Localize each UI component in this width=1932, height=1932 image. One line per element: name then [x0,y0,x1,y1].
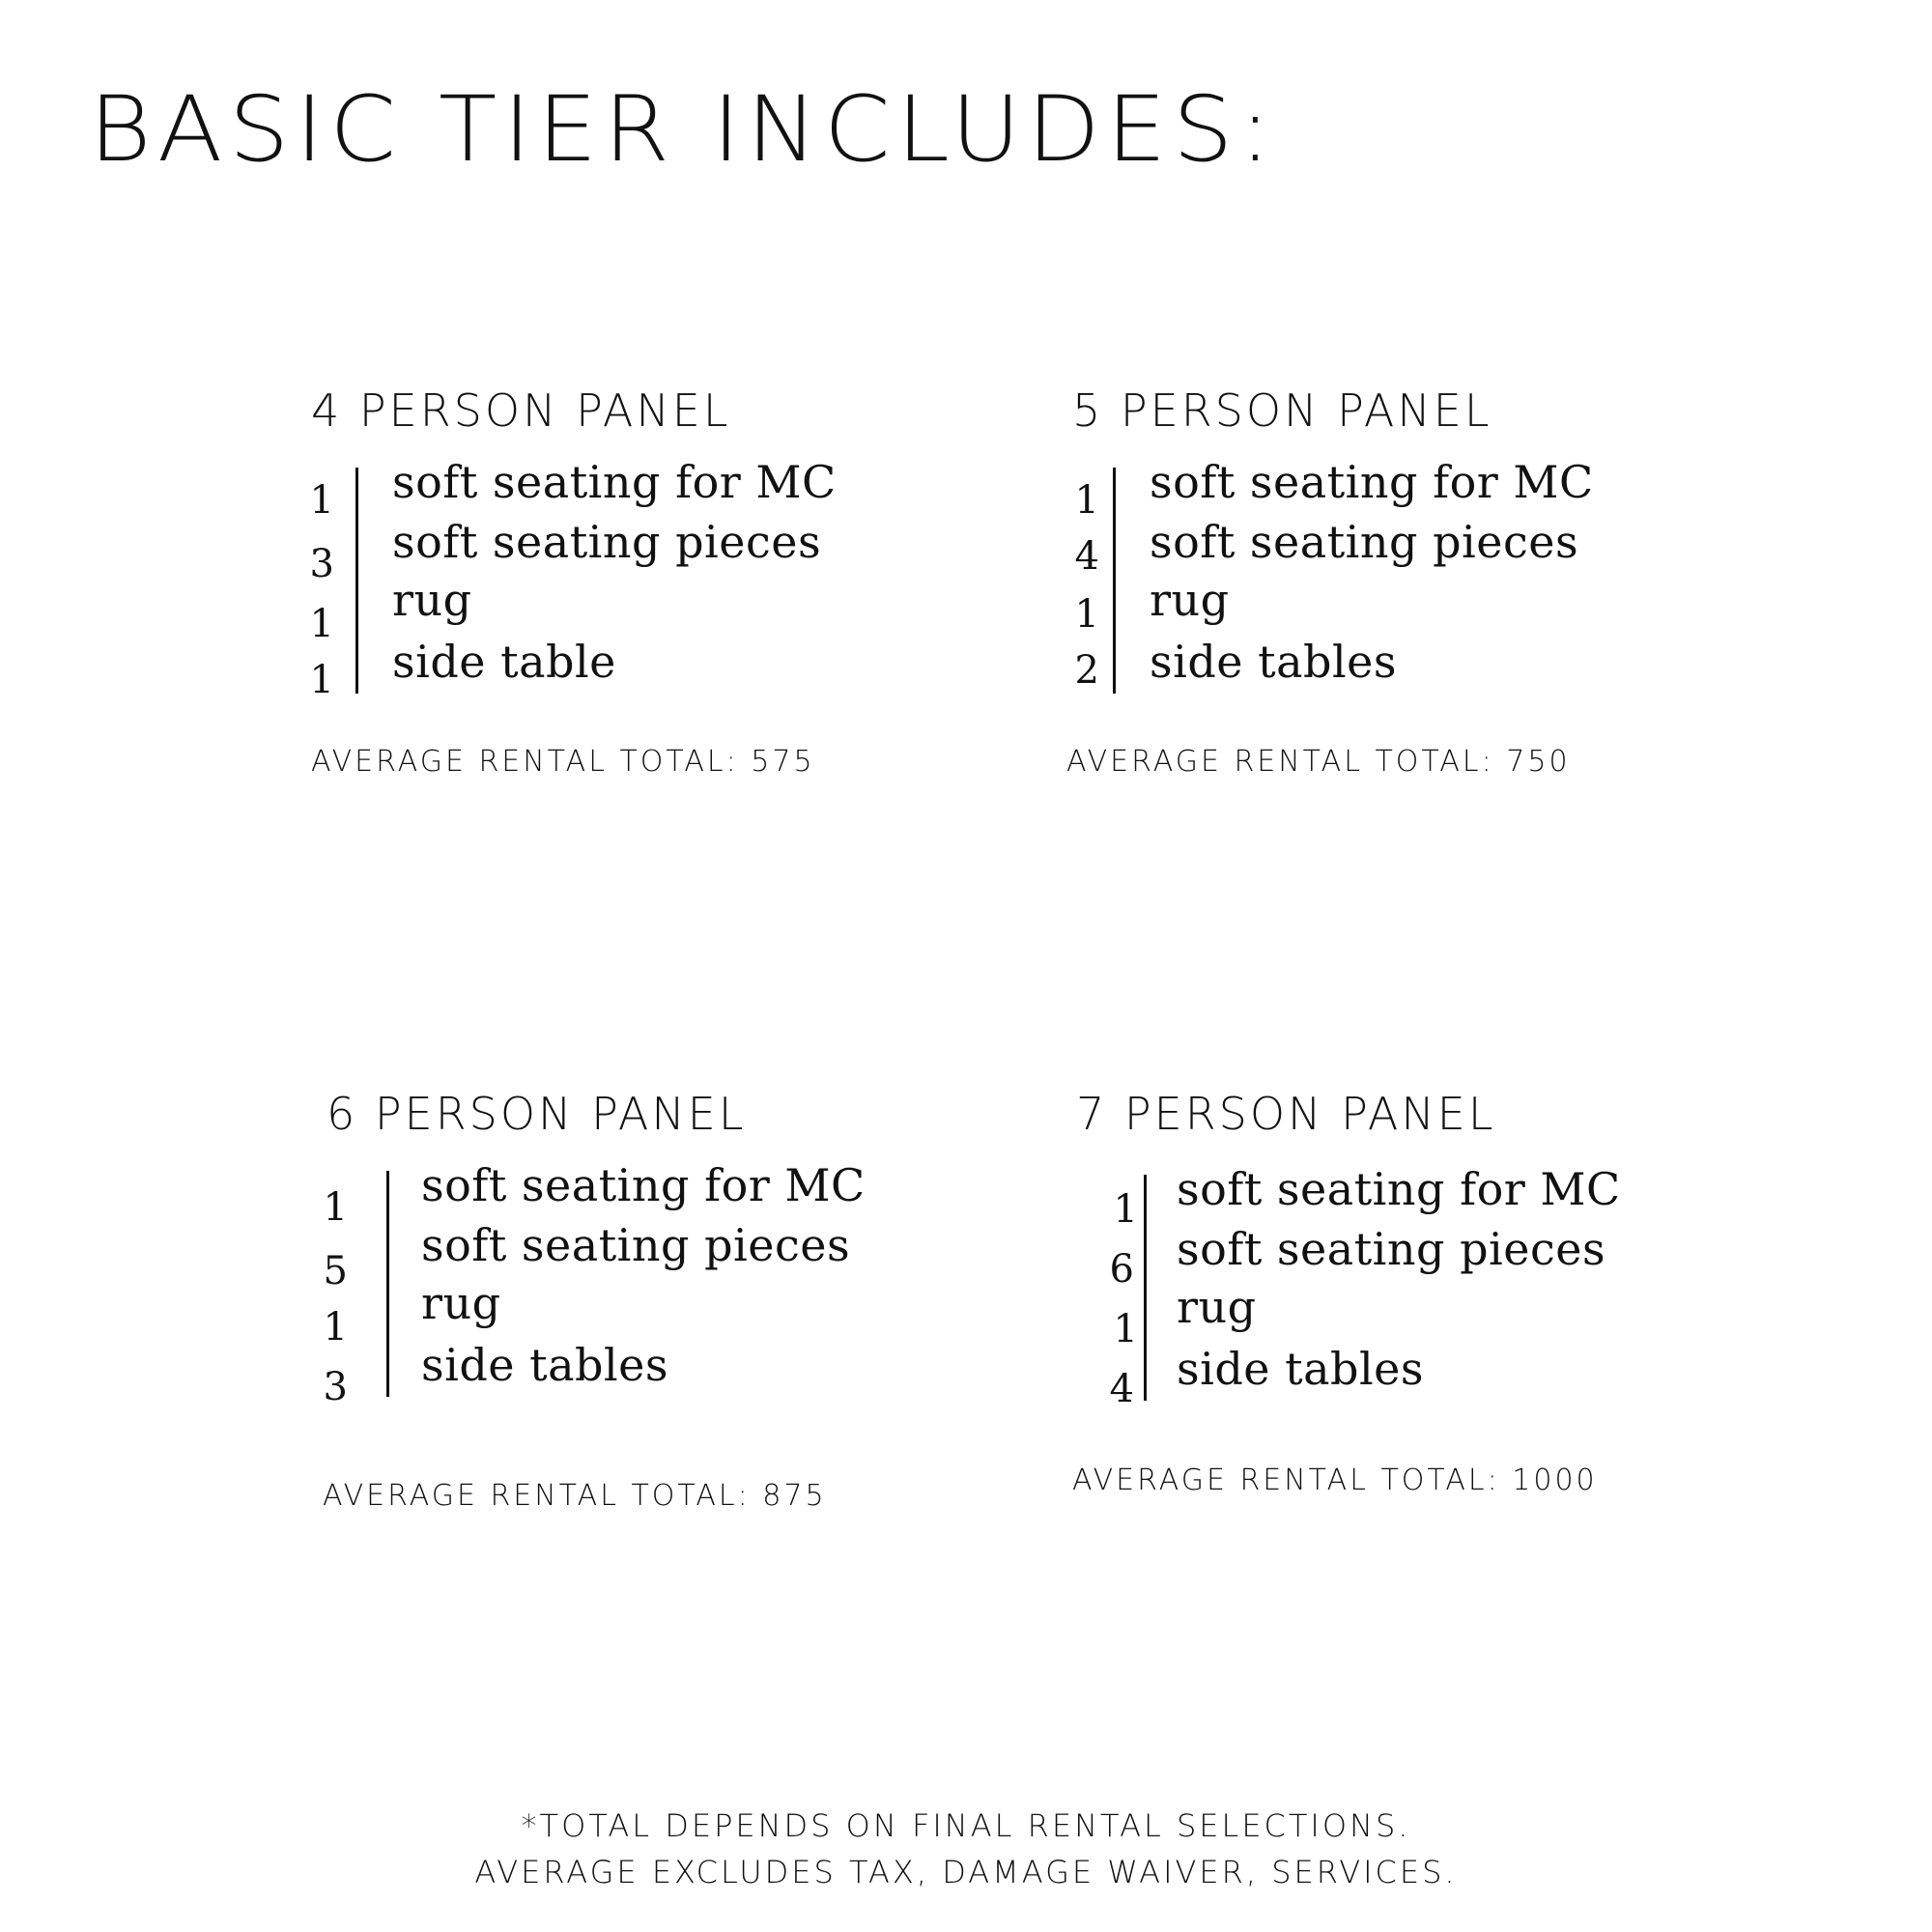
item-label: side tables [421,1339,669,1391]
item-quantity: 1 [309,602,334,646]
item-quantity: 1 [1113,1187,1138,1232]
item-label: soft seating for MC [392,456,837,508]
item-quantity: 1 [309,658,334,702]
panel-heading: 5 PERSON PANEL [1072,384,1492,437]
average-rental-total: AVERAGE RENTAL TOTAL: 875 [323,1479,827,1513]
item-quantity: 3 [309,542,334,586]
item-quantity: 1 [1074,592,1099,637]
item-label: soft seating for MC [1177,1163,1621,1215]
footnote-line-2: AVERAGE EXCLUDES TAX, DAMAGE WAIVER, SERVICES. [474,1854,1458,1890]
panel-heading: 7 PERSON PANEL [1076,1088,1496,1140]
item-quantity: 1 [1074,478,1099,523]
item-label: rug [1150,574,1230,626]
item-quantity: 1 [323,1305,348,1350]
item-label: rug [1177,1281,1257,1333]
vertical-divider [355,468,358,694]
item-label: soft seating pieces [1177,1223,1606,1275]
item-quantity: 4 [1074,534,1099,579]
footnote-line-1: *TOTAL DEPENDS ON FINAL RENTAL SELECTIONS. [521,1807,1411,1844]
vertical-divider [386,1171,389,1397]
item-quantity: 2 [1074,648,1099,693]
item-label: soft seating for MC [1150,456,1594,508]
vertical-divider [1113,468,1116,694]
item-label: side tables [1177,1343,1425,1395]
item-label: rug [392,574,472,626]
item-label: side tables [1150,636,1398,688]
item-quantity: 3 [323,1365,348,1409]
average-rental-total: AVERAGE RENTAL TOTAL: 1000 [1072,1463,1598,1497]
vertical-divider [1144,1175,1147,1401]
item-quantity: 6 [1109,1247,1134,1292]
item-label: soft seating for MC [421,1159,866,1211]
panel-heading: 6 PERSON PANEL [327,1088,747,1140]
item-label: soft seating pieces [392,516,822,568]
item-quantity: 5 [323,1249,348,1293]
panel-heading: 4 PERSON PANEL [311,384,731,437]
average-rental-total: AVERAGE RENTAL TOTAL: 575 [311,745,815,779]
item-label: side table [392,636,616,688]
item-label: soft seating pieces [421,1219,851,1271]
item-quantity: 1 [1113,1307,1138,1351]
item-quantity: 1 [323,1185,348,1230]
page-title: BASIC TIER INCLUDES: [89,77,1278,183]
average-rental-total: AVERAGE RENTAL TOTAL: 750 [1066,745,1571,779]
item-quantity: 4 [1109,1367,1134,1411]
item-label: soft seating pieces [1150,516,1579,568]
item-quantity: 1 [309,478,334,523]
item-label: rug [421,1277,501,1329]
